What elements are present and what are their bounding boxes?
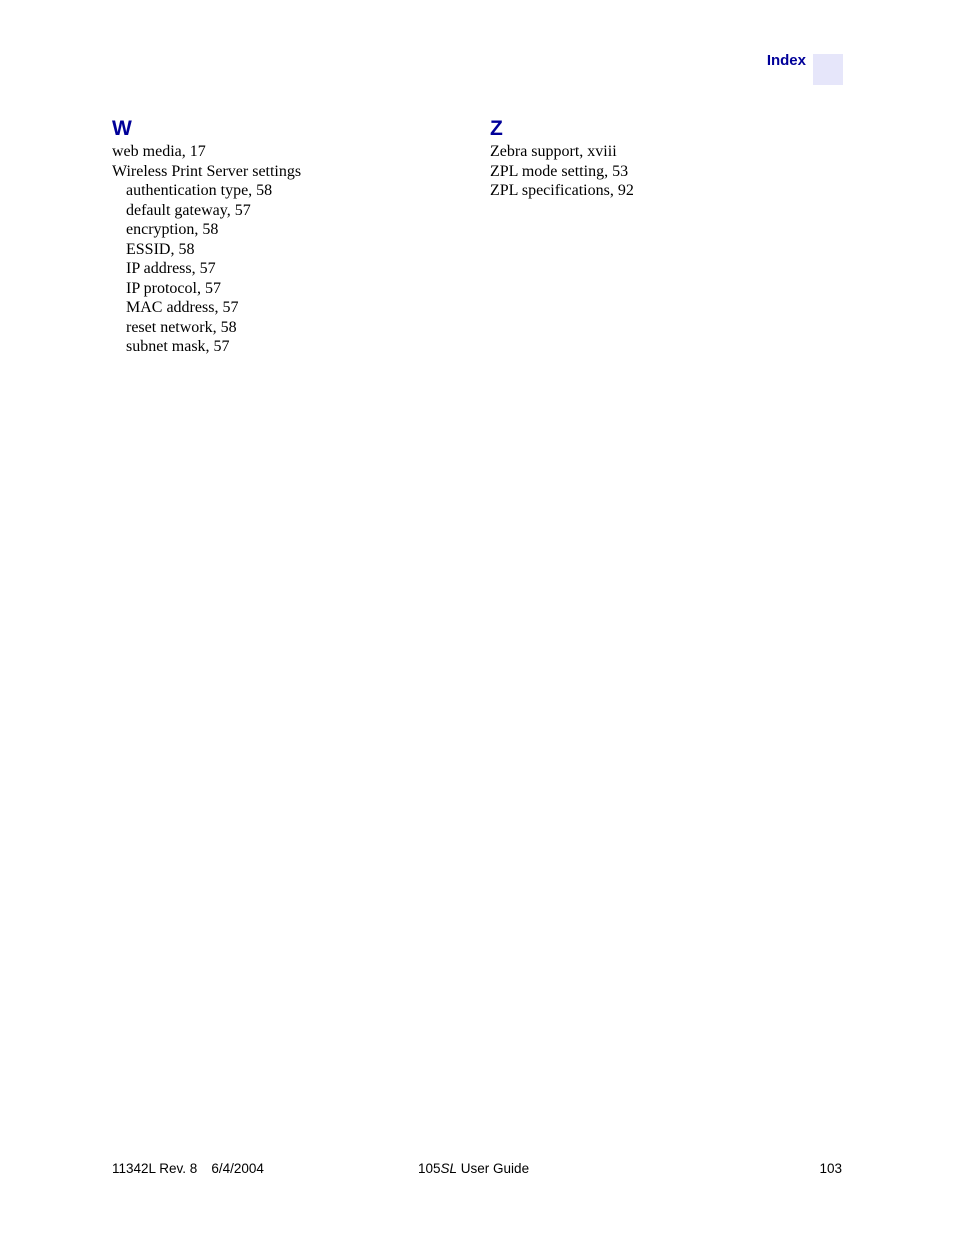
index-letter-heading: Z xyxy=(490,117,503,140)
index-subentry: MAC address, 57 xyxy=(126,299,239,316)
index-letter-heading: W xyxy=(112,117,132,140)
index-column-z xyxy=(490,116,840,201)
index-entry: web media, 17 xyxy=(112,143,206,160)
index-subentry: default gateway, 57 xyxy=(126,201,251,219)
index-subentry: subnet mask, 57 xyxy=(126,338,230,355)
index-entry: Zebra support, xviii xyxy=(490,143,617,160)
footer-guide-suffix: User Guide xyxy=(457,1161,530,1176)
footer-date: 6/4/2004 xyxy=(211,1161,264,1176)
footer-doc-info xyxy=(112,1161,264,1176)
footer-guide-title xyxy=(418,1161,529,1176)
index-entry: ZPL specifications, 92 xyxy=(490,182,634,199)
section-title: Index xyxy=(766,52,806,69)
footer-page-number: 103 xyxy=(819,1161,842,1176)
index-subentry: authentication type, 58 xyxy=(126,182,273,199)
index-entry-list xyxy=(112,142,462,357)
section-tab-marker xyxy=(813,54,843,85)
index-subentry: IP protocol, 57 xyxy=(126,279,221,297)
index-subentry: encryption, 58 xyxy=(126,221,219,238)
footer-doc-number: 11342L Rev. 8 xyxy=(112,1161,198,1176)
footer-guide-model: SL xyxy=(440,1161,458,1176)
index-subentry: reset network, 58 xyxy=(126,318,237,336)
index-column-w xyxy=(112,116,462,357)
footer-guide-prefix: 105 xyxy=(418,1161,441,1176)
index-subentry: ESSID, 58 xyxy=(126,240,195,258)
index-subentry: IP address, 57 xyxy=(126,260,216,277)
index-entry: ZPL mode setting, 53 xyxy=(490,162,629,180)
index-entry-list xyxy=(490,142,840,201)
index-entry: Wireless Print Server settings xyxy=(112,162,302,180)
